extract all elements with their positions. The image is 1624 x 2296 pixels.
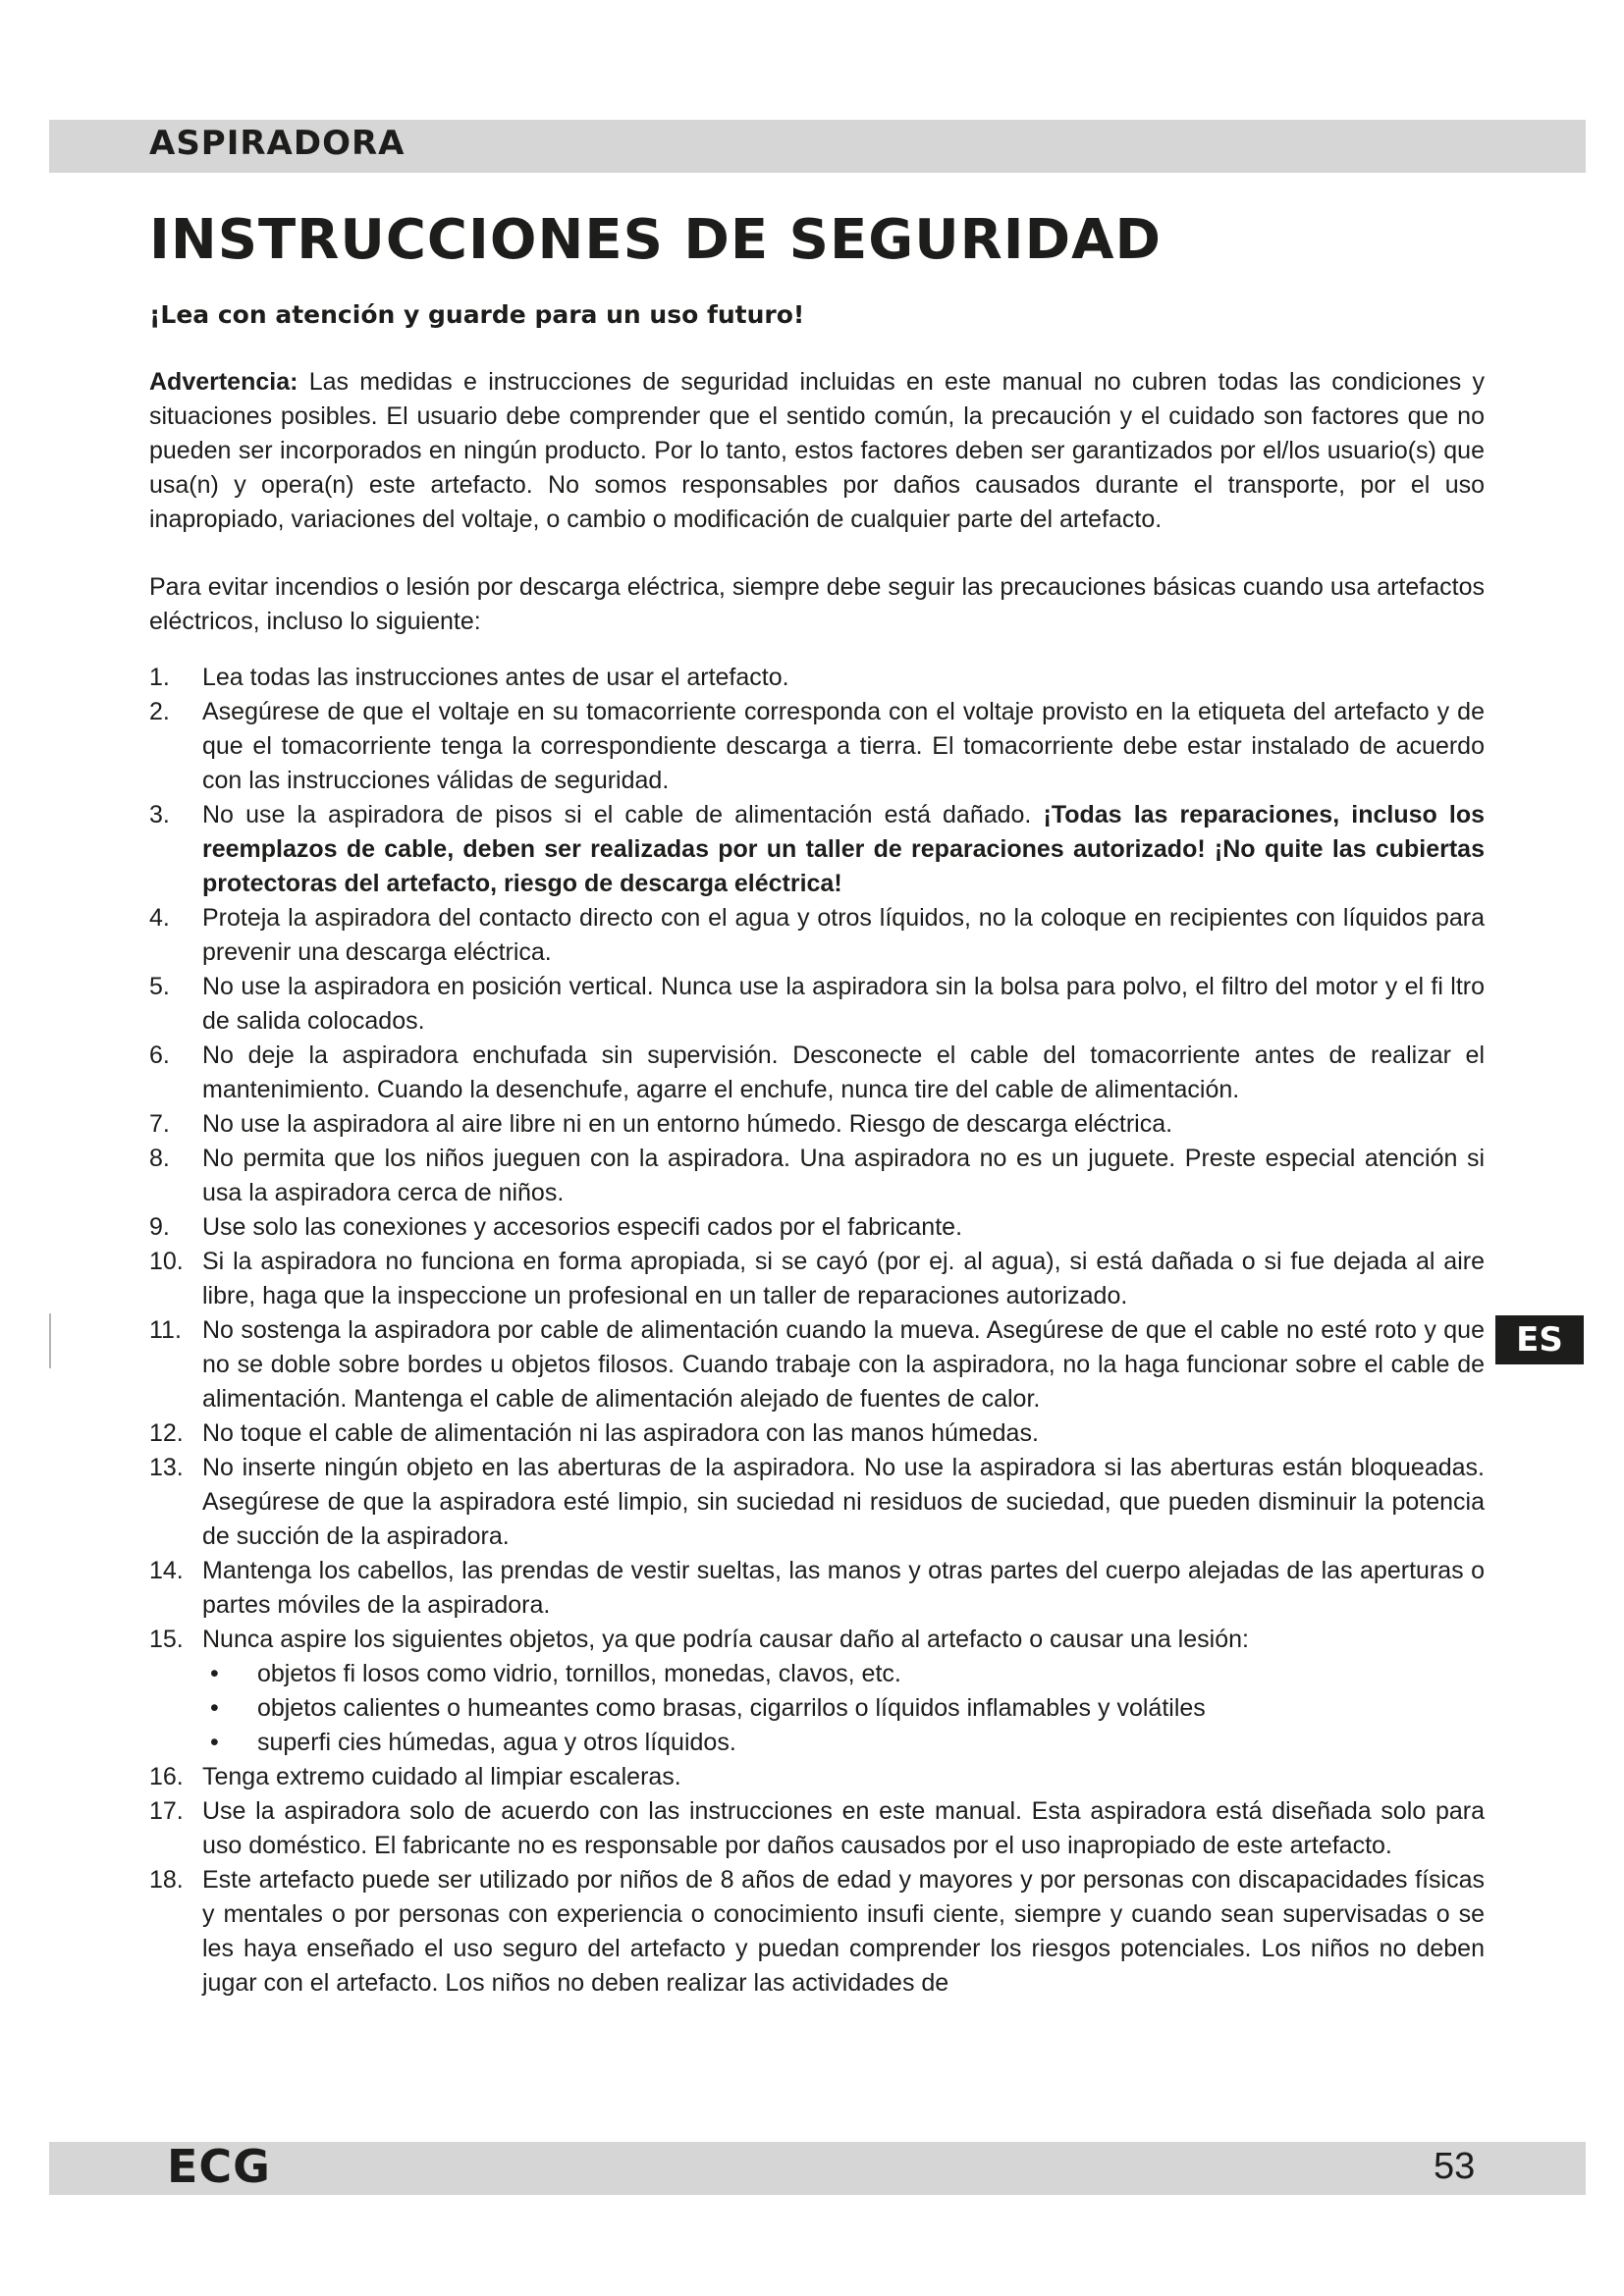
item-text: No use la aspiradora en posición vertical. Nunca use la aspiradora sin la bolsa para polvo, el filtro del motor y el fi ltro de salida colocados. <box>202 973 1485 1035</box>
sub-item-text: objetos calientes o humeantes como brasas, cigarrilos o líquidos inflamables y volátiles <box>257 1694 1206 1722</box>
item-number: 6. <box>149 1041 170 1069</box>
item-number: 2. <box>149 698 170 725</box>
list-item <box>149 1416 1485 1451</box>
item-text: Use solo las conexiones y accesorios especifi cados por el fabricante. <box>202 1213 963 1241</box>
item-number: 18. <box>149 1866 184 1894</box>
list-item <box>149 1623 1485 1760</box>
page-title: INSTRUCCIONES DE SEGURIDAD <box>149 208 1162 272</box>
item-text: Mantenga los cabellos, las prendas de vestir sueltas, las manos y otras partes del cuerpo alejadas de las aperturas o partes móviles de la aspiradora. <box>202 1557 1485 1619</box>
item-number: 15. <box>149 1626 184 1653</box>
item-number: 4. <box>149 904 170 932</box>
item-number: 14. <box>149 1557 184 1584</box>
item-text: Proteja la aspiradora del contacto directo con el agua y otros líquidos, no la coloque en recipientes con líquidos para prevenir una descarga eléctrica. <box>202 904 1485 966</box>
item-text: No sostenga la aspiradora por cable de alimentación cuando la mueva. Asegúrese de que el cable no esté roto y que no se doble sobre bordes u objetos filosos. Cuando trabaje con la aspiradora, no la haga funcionar sobre el cable de alimentación. Mantenga el cable de alimentación alejado de fuentes de calor. <box>202 1316 1485 1413</box>
item-text: Si la aspiradora no funciona en forma apropiada, si se cayó (por ej. al agua), si está dañada o si fue dejada al aire libre, haga que la inspeccione un profesional en un taller de reparaciones autorizado. <box>202 1248 1485 1309</box>
warning-lead: Advertencia: <box>149 368 298 396</box>
list-item <box>149 1760 1485 1794</box>
item-text: Este artefacto puede ser utilizado por niños de 8 años de edad y mayores y por personas con discapacidades físicas y mentales o por personas con experiencia o conocimiento insufi ciente, siempre y cuando sean supervisadas o se les haya enseñado el uso seguro del artefacto y puedan comprender los riesgos potenciales. Los niños no deben jugar con el artefacto. Los niños no deben realizar las actividades de <box>202 1866 1485 1997</box>
item-number: 7. <box>149 1110 170 1138</box>
item-text: No use la aspiradora de pisos si el cable de alimentación está dañado. <box>202 801 1032 828</box>
item-text: Use la aspiradora solo de acuerdo con las instrucciones en este manual. Esta aspiradora está diseñada solo para uso doméstico. El fabricante no es responsable por daños causados por el uso inapropiado de este artefacto. <box>202 1797 1485 1859</box>
sub-list-item <box>202 1726 1485 1760</box>
page-subtitle: ¡Lea con atención y guarde para un uso futuro! <box>149 300 805 329</box>
safety-list <box>149 661 1485 2001</box>
list-item <box>149 1245 1485 1313</box>
item-text: No use la aspiradora al aire libre ni en un entorno húmedo. Riesgo de descarga eléctrica. <box>202 1110 1173 1138</box>
item-number: 5. <box>149 973 170 1000</box>
safety-content <box>149 365 1485 2001</box>
list-item <box>149 1210 1485 1245</box>
item-bold-warning: ¡Todas las reparaciones, incluso los reemplazos de cable, deben ser realizadas por un taller de reparaciones autorizado! ¡No quite las cubiertas protectoras del artefacto, riesgo de descarga eléctrica! <box>202 801 1485 897</box>
page-number: 53 <box>1434 2146 1476 2187</box>
item-text: Nunca aspire los siguientes objetos, ya que podría causar daño al artefacto o causar una lesión: <box>202 1626 1249 1653</box>
item-number: 10. <box>149 1248 184 1275</box>
bullet: • <box>210 1660 219 1687</box>
item-number: 17. <box>149 1797 184 1825</box>
item-text: Lea todas las instrucciones antes de usar el artefacto. <box>202 664 789 691</box>
list-item <box>149 661 1485 695</box>
item-text: No toque el cable de alimentación ni las aspiradora con las manos húmedas. <box>202 1419 1039 1447</box>
sub-item-text: objetos fi losos como vidrio, tornillos, monedas, clavos, etc. <box>257 1660 901 1687</box>
section-label: ASPIRADORA <box>149 124 406 163</box>
list-item <box>149 1451 1485 1554</box>
list-item <box>149 970 1485 1039</box>
sub-list <box>202 1657 1485 1760</box>
sub-item-text: superfi cies húmedas, agua y otros líquidos. <box>257 1729 736 1756</box>
list-item <box>149 798 1485 901</box>
list-item <box>149 1142 1485 1210</box>
footer-bar <box>49 2142 1586 2195</box>
list-item <box>149 1554 1485 1623</box>
item-text: Tenga extremo cuidado al limpiar escaleras. <box>202 1763 681 1790</box>
list-item <box>149 1039 1485 1107</box>
item-number: 9. <box>149 1213 170 1241</box>
item-number: 16. <box>149 1763 184 1790</box>
item-number: 3. <box>149 801 170 828</box>
warning-paragraph <box>149 365 1485 537</box>
list-item <box>149 1863 1485 2001</box>
item-text: No deje la aspiradora enchufada sin supervisión. Desconecte el cable del tomacorriente antes de realizar el mantenimiento. Cuando la desenchufe, agarre el enchufe, nunca tire del cable de alimentación. <box>202 1041 1485 1103</box>
bullet: • <box>210 1694 219 1722</box>
language-tab: ES <box>1495 1315 1584 1364</box>
item-text: No permita que los niños jueguen con la aspiradora. Una aspiradora no es un juguete. Preste especial atención si usa la aspiradora cerca de niños. <box>202 1145 1485 1206</box>
item-text: Asegúrese de que el voltaje en su tomacorriente corresponda con el voltaje provisto en la etiqueta del artefacto y de que el tomacorriente tenga la correspondiente descarga a tierra. El tomacorriente debe estar instalado de acuerdo con las instrucciones válidas de seguridad. <box>202 698 1485 794</box>
list-item <box>149 695 1485 798</box>
item-number: 13. <box>149 1454 184 1481</box>
list-item <box>149 1107 1485 1142</box>
bullet: • <box>210 1729 219 1756</box>
item-number: 12. <box>149 1419 184 1447</box>
item-number: 8. <box>149 1145 170 1172</box>
warning-text: Las medidas e instrucciones de seguridad incluidas en este manual no cubren todas las condiciones y situaciones posibles. El usuario debe comprender que el sentido común, la precaución y el cuidado son factores que no pueden ser incorporados en ningún producto. Por lo tanto, estos factores deben ser garantizados por el/los usuario(s) que usa(n) y opera(n) este artefacto. No somos responsables por daños causados durante el transporte, por el uso inapropiado, variaciones del voltaje, o cambio o modificación de cualquier parte del artefacto. <box>149 368 1485 533</box>
sub-list-item <box>202 1657 1485 1691</box>
item-number: 11. <box>149 1316 182 1344</box>
item-number: 1. <box>149 664 170 691</box>
sub-list-item <box>202 1691 1485 1726</box>
list-item <box>149 1794 1485 1863</box>
intro-paragraph: Para evitar incendios o lesión por descarga eléctrica, siempre debe seguir las precauciones básicas cuando usa artefactos eléctricos, incluso lo siguiente: <box>149 573 1485 635</box>
margin-line <box>49 1313 51 1368</box>
item-text: No inserte ningún objeto en las aberturas de la aspiradora. No use la aspiradora si las aberturas están bloqueadas. Asegúrese de que la aspiradora esté limpio, sin suciedad ni residuos de suciedad, que pueden disminuir la potencia de succión de la aspiradora. <box>202 1454 1485 1550</box>
list-item <box>149 901 1485 970</box>
list-item <box>149 1313 1485 1416</box>
brand-logo: ECG <box>167 2140 271 2193</box>
